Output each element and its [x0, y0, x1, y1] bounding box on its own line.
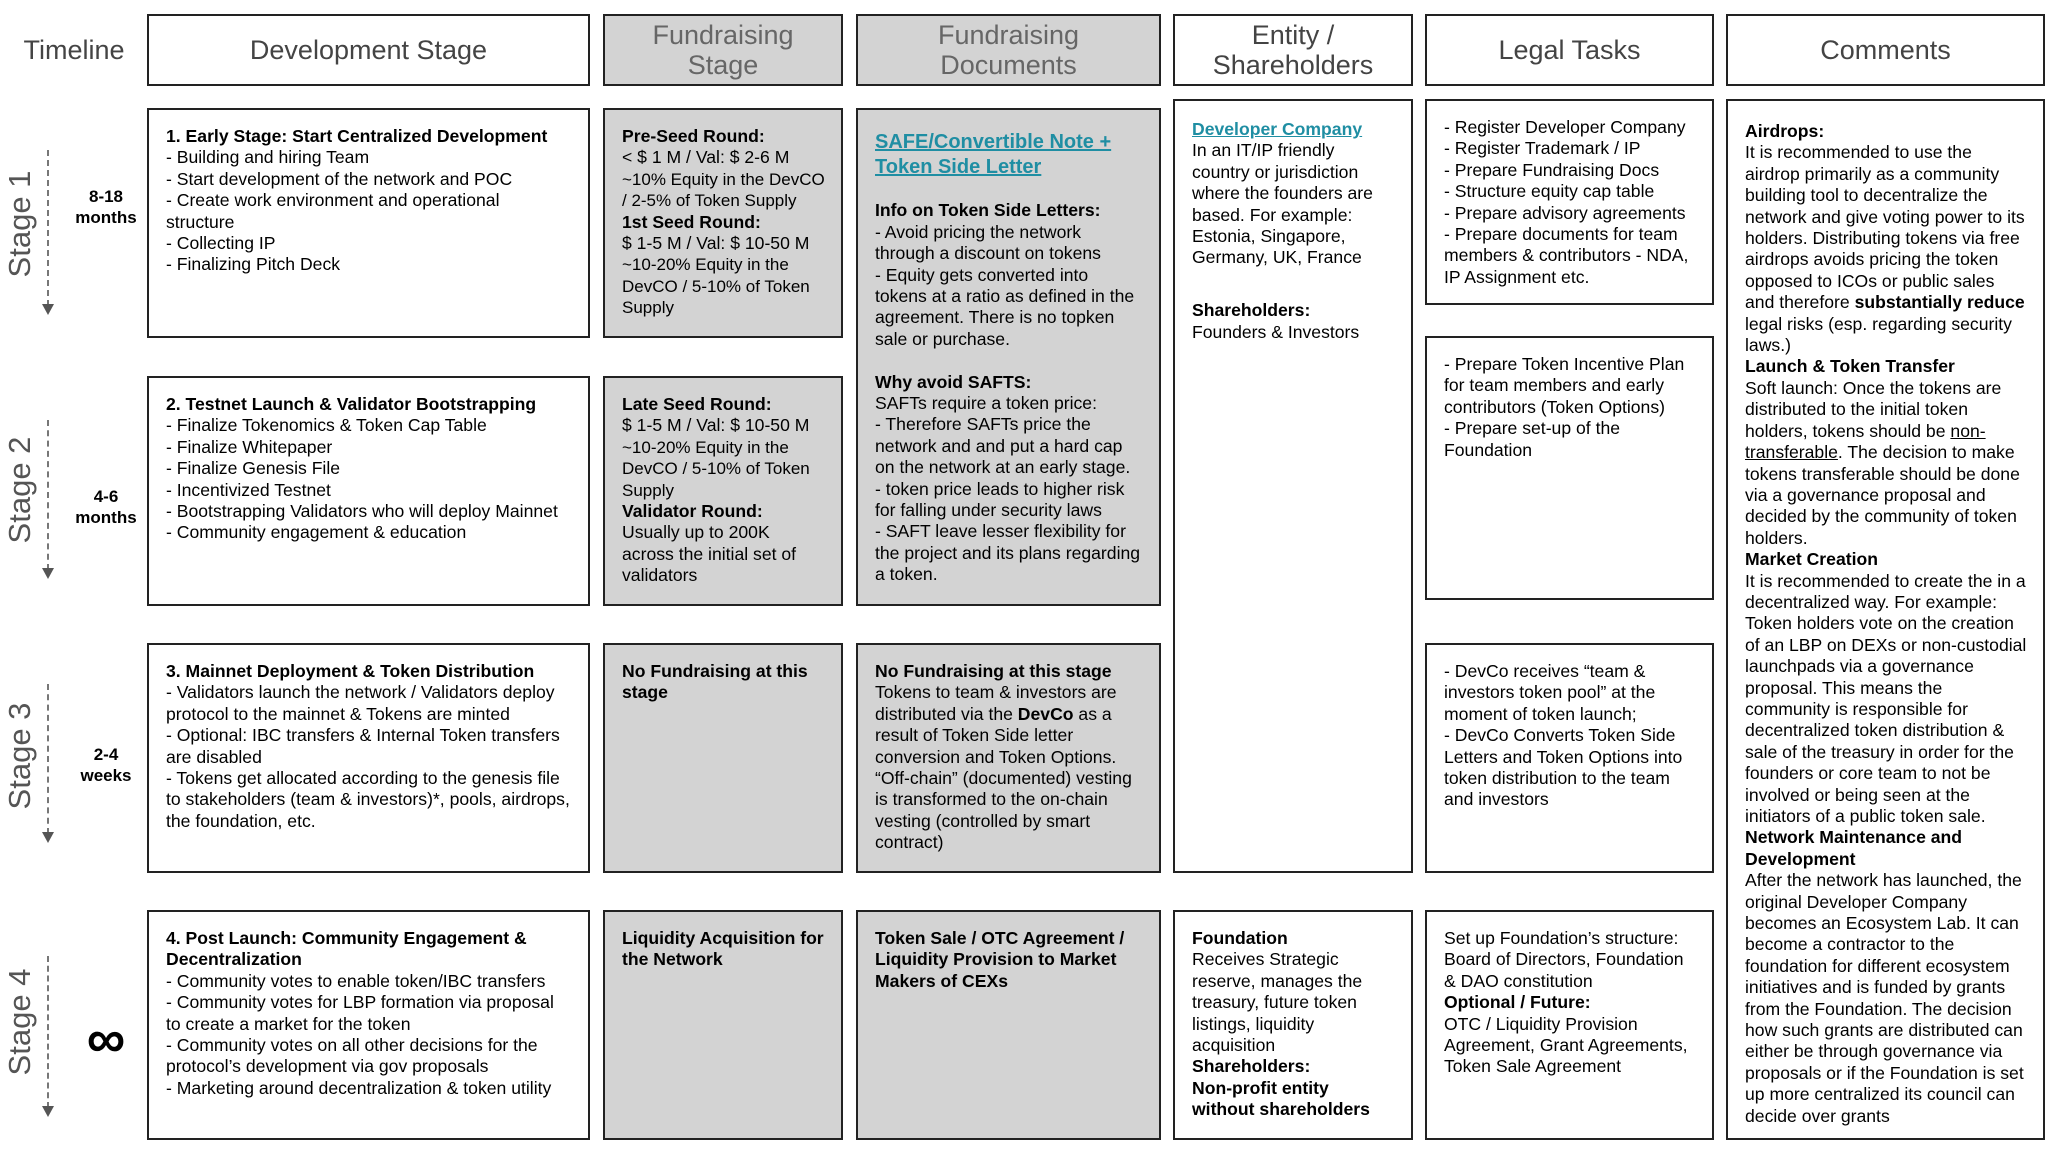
development-line: - Building and hiring Team — [166, 147, 370, 168]
entity-foundation — [1173, 910, 1413, 1140]
stage-1-arrow — [47, 150, 49, 306]
first-seed-value: $ 1-5 M / Val: $ 10-50 M — [622, 233, 810, 254]
legal-tasks-stage-4 — [1425, 910, 1714, 1140]
fundraising-stage-2 — [603, 376, 843, 606]
foundation-title: Foundation — [1192, 928, 1288, 948]
development-line: - Create work environment and operational structure — [166, 190, 500, 232]
documents-stage-4-text: Token Sale / OTC Agreement / Liquidity Provision to Market Makers of CEXs — [875, 928, 1125, 991]
fundraising-documents-stage-4 — [856, 910, 1161, 1140]
development-line: - Incentivized Testnet — [166, 479, 331, 500]
foundation-shareholders-text: Non-profit entity without shareholders — [1192, 1077, 1370, 1120]
development-line: - Finalize Tokenomics & Token Cap Table — [166, 415, 487, 436]
development-stage-4-title: 4. Post Launch: Community Engagement & Decentralization — [166, 928, 527, 970]
fundraising-stage-3-text: No Fundraising at this stage — [622, 661, 808, 703]
legal-line: - Prepare Token Incentive Plan for team members and early contributors (Token Options) — [1444, 354, 1685, 417]
legal-line: - DevCo Converts Token Side Letters and Token Options into token distribution to the team and investors — [1444, 725, 1683, 810]
late-seed-equity: ~10-20% Equity in the DevCO / 5-10% of Token Supply — [622, 437, 810, 500]
first-seed-title: 1st Seed Round: — [622, 211, 761, 232]
airdrops-text-bold: substantially reduce — [1854, 292, 2025, 313]
stage-3-label: Stage 3 — [2, 702, 37, 810]
development-line: - Start development of the network and POC — [166, 168, 513, 189]
fundraising-documents-stage-3 — [856, 643, 1161, 873]
header-legal-tasks: Legal Tasks — [1425, 14, 1714, 86]
stage-3-arrow-head — [42, 832, 54, 843]
fundraising-stage-4-text: Liquidity Acquisition for the Network — [622, 928, 824, 970]
stage-3-duration: 2-4 weeks — [80, 745, 132, 785]
market-creation-title: Market Creation — [1745, 549, 1878, 570]
stage-2-arrow — [47, 420, 49, 570]
documents-line: - Equity gets converted into tokens at a ratio as defined in the agreement. There is no topken sale or purchase. — [875, 264, 1135, 349]
header-fundraising-stage: Fundraising Stage — [603, 14, 843, 86]
documents-line: SAFTs require a token price: — [875, 393, 1097, 414]
development-line: - Optional: IBC transfers & Internal Token transfers are disabled — [166, 725, 560, 767]
development-line: - Community engagement & education — [166, 522, 467, 543]
legal-line: - DevCo receives “team & investors token pool” at the moment of token launch; — [1444, 661, 1656, 724]
development-line: - Collecting IP — [166, 233, 276, 254]
foundation-description: Receives Strategic reserve, manages the treasury, future token listings, liquidity acquisition — [1192, 949, 1363, 1056]
legal-line: - Prepare set-up of the Foundation — [1444, 418, 1621, 460]
development-stage-1 — [147, 108, 590, 338]
pre-seed-value: < $ 1 M / Val: $ 2-6 M — [622, 147, 790, 168]
launch-title: Launch & Token Transfer — [1745, 356, 1955, 377]
validator-round-title: Validator Round: — [622, 501, 763, 522]
stage-1-duration: 8-18 months — [75, 187, 137, 227]
stage-2-duration: 4-6 months — [75, 487, 137, 527]
entity-developer-company — [1173, 99, 1413, 873]
launch-text-underline: non-transferable — [1745, 420, 1986, 463]
development-line: - Bootstrapping Validators who will deploy Mainnet — [166, 501, 558, 522]
launch-text — [1745, 378, 2027, 549]
development-line: - Community votes to enable token/IBC transfers — [166, 970, 546, 991]
documents-stage-3-text — [875, 682, 1143, 853]
documents-stage-3-devco: DevCo — [1017, 703, 1074, 724]
shareholders-text: Founders & Investors — [1192, 321, 1360, 342]
why-avoid-safts-title: Why avoid SAFTS: — [875, 371, 1032, 392]
airdrops-title: Airdrops: — [1745, 121, 1825, 141]
legal-tasks-stage-2 — [1425, 336, 1714, 600]
documents-stage-3-title: No Fundraising at this stage — [875, 661, 1112, 681]
safe-convertible-note-link[interactable]: SAFE/Convertible Note + Token Side Letter — [875, 131, 1112, 178]
token-side-letters-title: Info on Token Side Letters: — [875, 200, 1101, 221]
documents-line: - SAFT leave lesser flexibility for the project and its plans regarding a token. — [875, 521, 1141, 585]
late-seed-value: $ 1-5 M / Val: $ 10-50 M — [622, 415, 810, 436]
launch-text-b: . The decision to make tokens transferable should be done via a governance proposal and decided by the community of token holders. — [1745, 442, 2020, 548]
development-stage-2 — [147, 376, 590, 606]
documents-line: - token price leads to higher risk for falling under security laws — [875, 478, 1125, 521]
legal-optional-title: Optional / Future: — [1444, 992, 1591, 1013]
market-creation-text: It is recommended to create the in a decentralized way. For example: Token holders vote on the creation of an LBP on DEXs or non-custodial launchpads via a governance proposal. This means the community is responsible for decentralized token distribution & sale of the treasury in order for the founders or core team to not be involved or being seen at the initiators of a public token sale. — [1745, 570, 2027, 826]
development-stage-2-title: 2. Testnet Launch & Validator Bootstrapping — [166, 394, 537, 414]
pre-seed-title: Pre-Seed Round: — [622, 126, 765, 146]
development-line: - Tokens get allocated according to the genesis file to stakeholders (team & investors)*, pools, airdrops, the foundation, etc. — [166, 768, 570, 831]
stage-3-arrow — [47, 684, 49, 834]
validator-round-text: Usually up to 200K across the initial set of validators — [622, 522, 797, 586]
legal-line: - Structure equity cap table — [1444, 181, 1655, 202]
fundraising-stage-3 — [603, 643, 843, 873]
network-maintenance-title: Network Maintenance and Development — [1745, 827, 1963, 869]
development-line: - Finalizing Pitch Deck — [166, 254, 341, 275]
legal-line: - Register Trademark / IP — [1444, 138, 1641, 159]
development-stage-3-title: 3. Mainnet Deployment & Token Distribution — [166, 661, 535, 681]
legal-line: - Prepare documents for team members & contributors - NDA, IP Assignment etc. — [1444, 224, 1689, 287]
documents-line: - Therefore SAFTs price the network and and put a hard cap on the network at an early stage. — [875, 414, 1131, 478]
stage-1-arrow-head — [42, 304, 54, 315]
legal-stage-4-text: Set up Foundation’s structure: Board of Directors, Foundation & DAO constitution — [1444, 928, 1684, 991]
launch-text-a: Soft launch: Once the tokens are distributed to the initial token holders, tokens should be — [1745, 377, 2002, 441]
header-development-stage: Development Stage — [147, 14, 590, 86]
airdrops-text — [1745, 142, 2027, 356]
developer-company-link[interactable]: Developer Company — [1192, 119, 1363, 139]
stage-4-arrow — [47, 956, 49, 1108]
development-line: - Validators launch the network / Validators deploy protocol to the mainnet & Tokens are minted — [166, 682, 555, 724]
stage-4-label: Stage 4 — [2, 968, 37, 1076]
fundraising-stage-1 — [603, 108, 843, 338]
late-seed-title: Late Seed Round: — [622, 394, 772, 414]
developer-company-description: In an IT/IP friendly country or jurisdiction where the founders are based. For example: Estonia, Singapore, Germany, UK, France — [1192, 140, 1373, 268]
pre-seed-equity: ~10% Equity in the DevCO / 2-5% of Token Supply — [622, 169, 825, 211]
stage-4-duration-infinity: ∞ — [86, 1009, 126, 1069]
development-stage-3 — [147, 643, 590, 873]
legal-optional-text: OTC / Liquidity Provision Agreement, Grant Agreements, Token Sale Agreement — [1444, 1013, 1688, 1077]
foundation-shareholders-title: Shareholders: — [1192, 1056, 1311, 1077]
comments-box — [1726, 99, 2045, 1140]
stage-2-label: Stage 2 — [2, 436, 37, 544]
stage-2-arrow-head — [42, 568, 54, 579]
legal-line: - Prepare Fundraising Docs — [1444, 159, 1660, 180]
development-line: - Community votes on all other decisions for the protocol’s development via gov proposals — [166, 1035, 538, 1077]
development-stage-1-title: 1. Early Stage: Start Centralized Development — [166, 126, 548, 146]
header-entity-shareholders: Entity / Shareholders — [1173, 14, 1413, 86]
header-timeline: Timeline — [23, 35, 125, 65]
documents-line: - Avoid pricing the network through a discount on tokens — [875, 221, 1101, 264]
legal-line: - Register Developer Company — [1444, 117, 1686, 137]
airdrops-text-a: It is recommended to use the airdrop primarily as a community building tool to decentralize the network and give voting power to its holders. Distributing tokens via free airdrops avoids pricing the token opposed to ICOs or public sales and therefore — [1745, 142, 2025, 313]
development-line: - Finalize Genesis File — [166, 458, 341, 479]
documents-stage-3-text-a: Tokens to team & investors are distributed via the — [875, 682, 1117, 724]
first-seed-equity: ~10-20% Equity in the DevCO / 5-10% of Token Supply — [622, 255, 810, 318]
legal-tasks-stage-3 — [1425, 643, 1714, 873]
documents-stage-3-text-b: as a result of Token Side letter conversion and Token Options. “Off-chain” (documented) vesting is transformed to the on-chain vesting (controlled by smart contract) — [875, 703, 1132, 853]
stage-1-label: Stage 1 — [2, 170, 37, 278]
legal-line: - Prepare advisory agreements — [1444, 202, 1686, 223]
airdrops-text-b: legal risks (esp. regarding security laws.) — [1745, 313, 2012, 356]
development-line: - Finalize Whitepaper — [166, 436, 333, 457]
development-stage-4 — [147, 910, 590, 1140]
network-maintenance-text: After the network has launched, the original Developer Company becomes an Ecosystem Lab. It can become a contractor to the foundation for different ecosystem initiatives and is funded by grants from the Foundation. The decision how such grants are distributed can either be through governance via proposals or if the Foundation is set up more centralized its council can decide over grants — [1745, 870, 2024, 1126]
stage-4-arrow-head — [42, 1106, 54, 1117]
development-line: - Marketing around decentralization & token utility — [166, 1077, 552, 1098]
fundraising-documents-stage-1-2 — [856, 108, 1161, 606]
shareholders-title: Shareholders: — [1192, 300, 1311, 321]
development-line: - Community votes for LBP formation via proposal to create a market for the token — [166, 992, 554, 1034]
legal-tasks-stage-1 — [1425, 99, 1714, 305]
header-comments: Comments — [1726, 14, 2045, 86]
fundraising-stage-4 — [603, 910, 843, 1140]
header-fundraising-documents: Fundraising Documents — [856, 14, 1161, 86]
